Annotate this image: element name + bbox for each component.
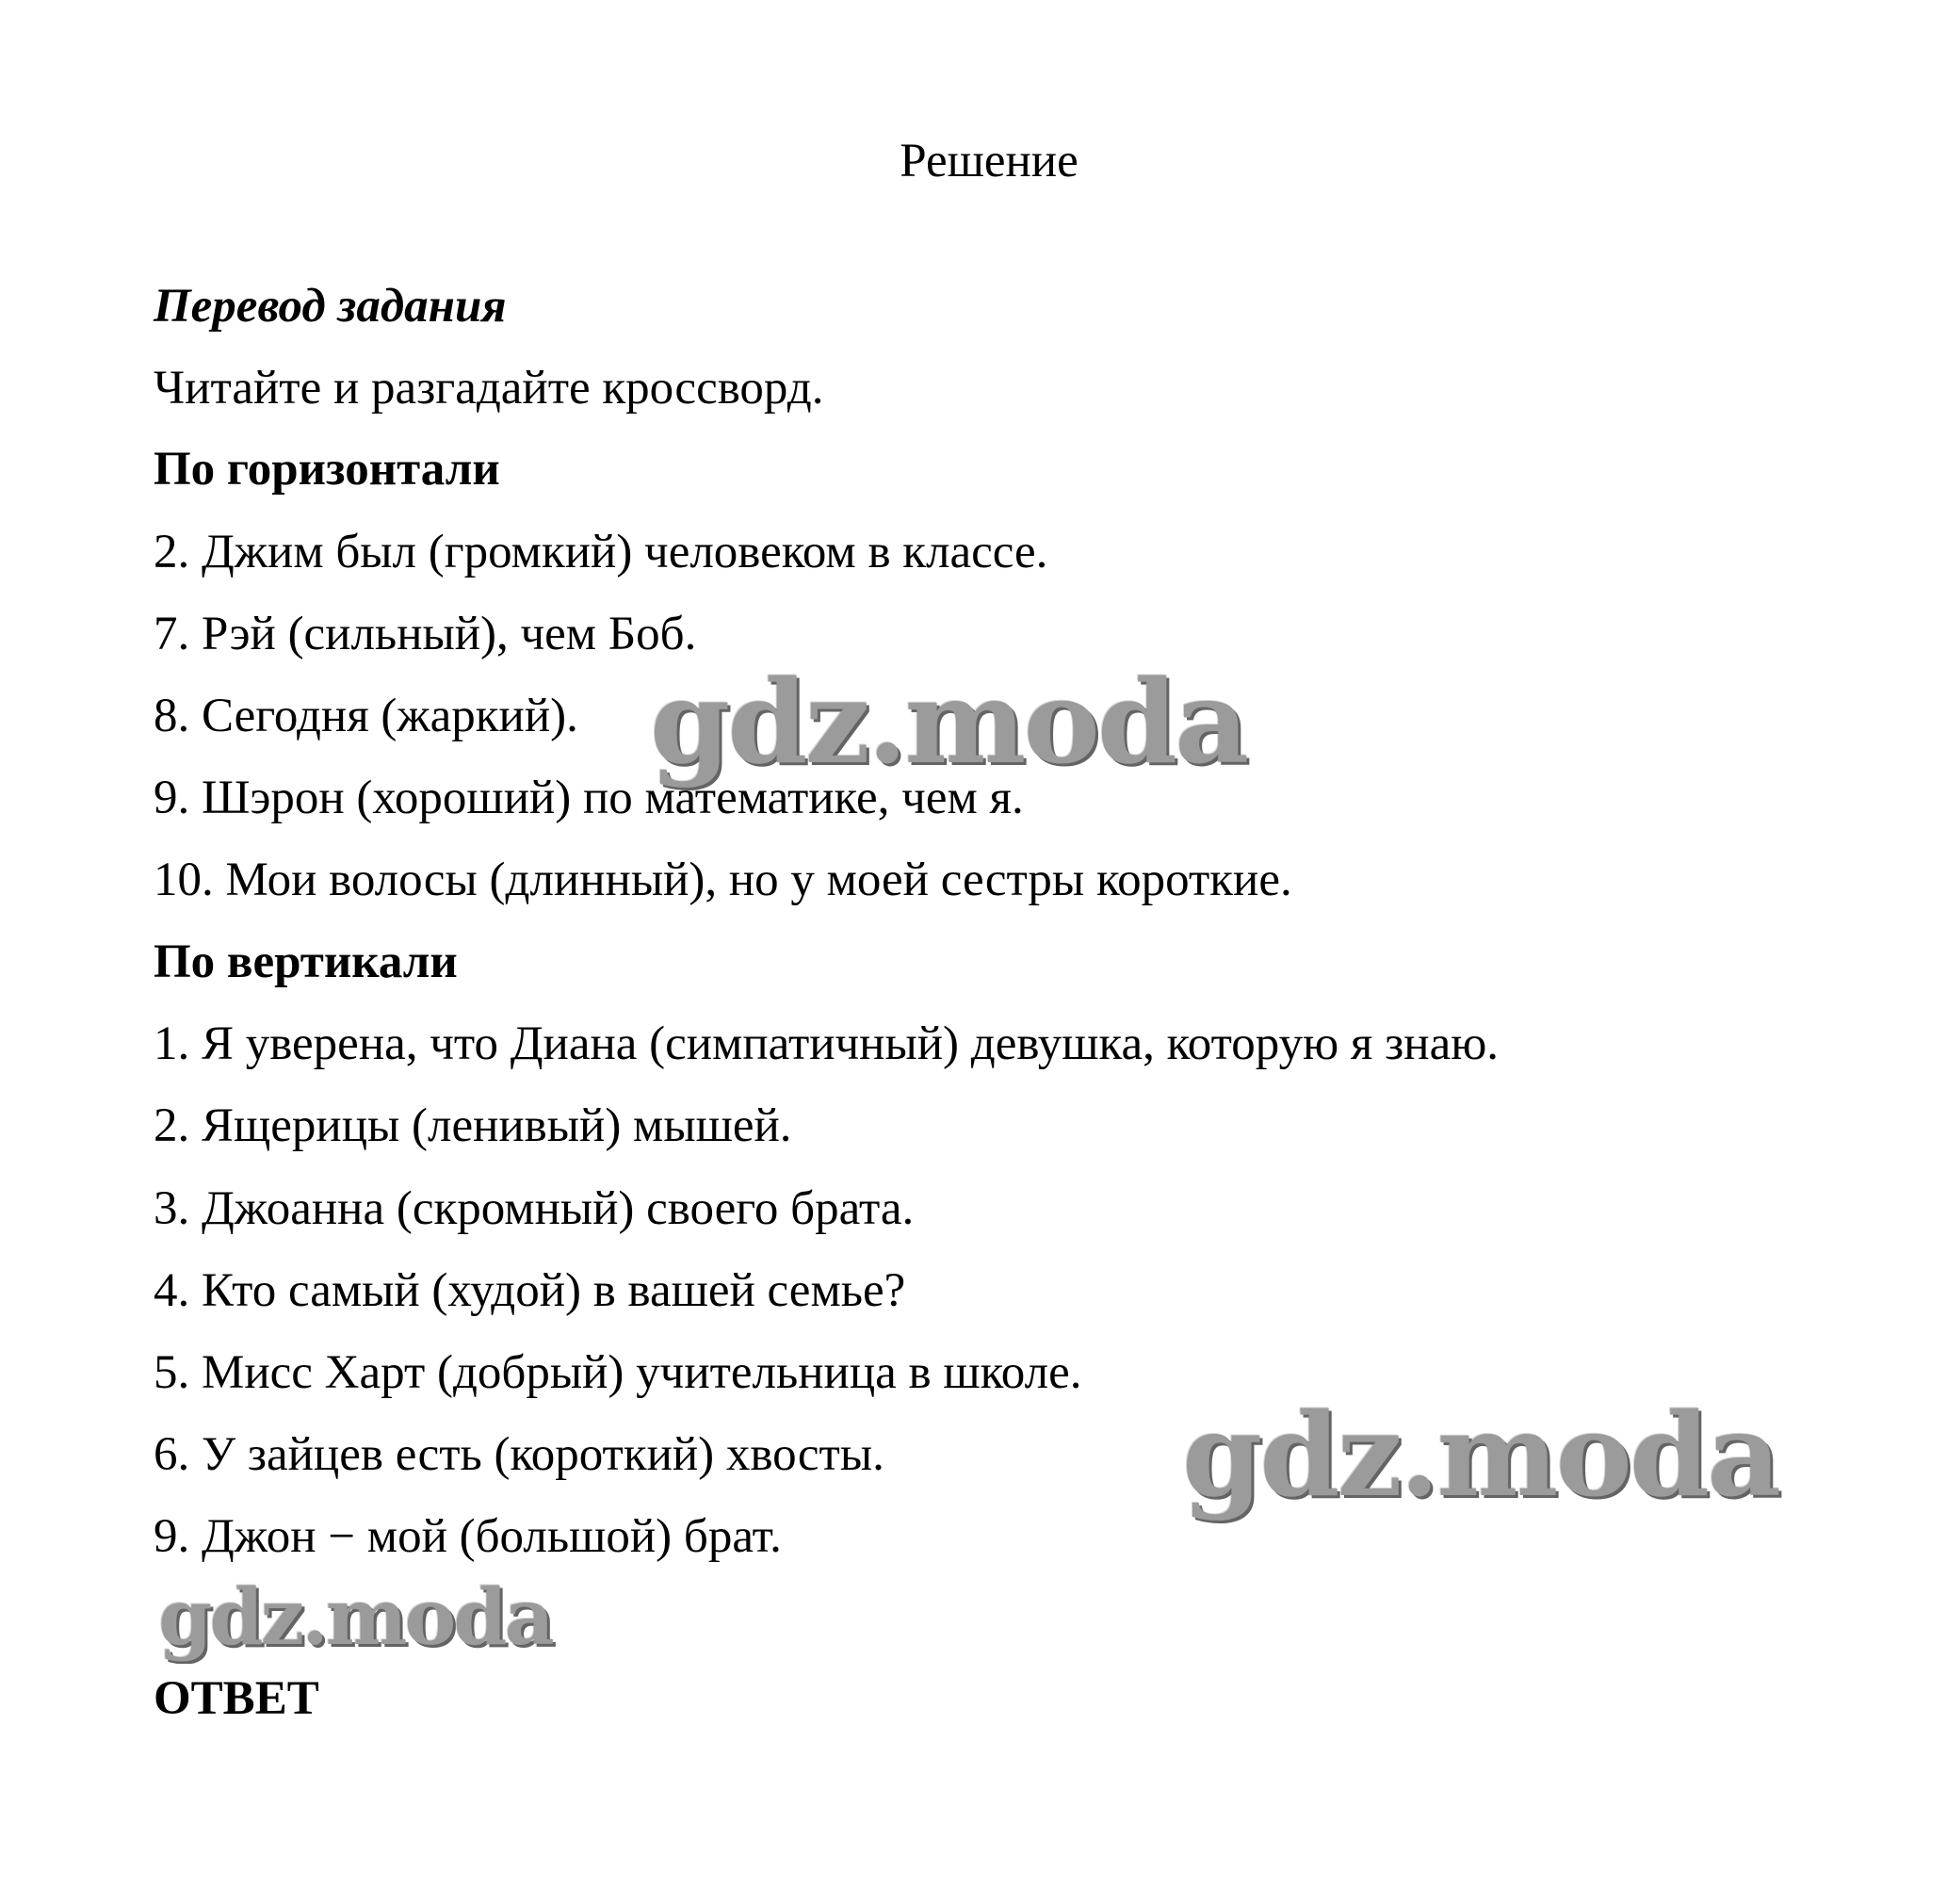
instruction-text: Читайте и разгадайте кроссворд. bbox=[154, 362, 824, 415]
down-heading: По вертикали bbox=[154, 936, 458, 988]
down-clue-3: 3. Джоанна (скромный) своего брата. bbox=[154, 1182, 915, 1235]
across-clue-7: 7. Рэй (сильный), чем Боб. bbox=[154, 608, 697, 660]
across-clue-9: 9. Шэрон (хороший) по математике, чем я. bbox=[154, 772, 1024, 824]
task-heading: Перевод задания bbox=[154, 280, 507, 333]
watermark-logo: gdz.moda bbox=[158, 1572, 552, 1663]
page-title: Решение bbox=[900, 135, 1078, 187]
answer-heading: ОТВЕТ bbox=[154, 1672, 319, 1725]
down-clue-6: 6. У зайцев есть (короткий) хвосты. bbox=[154, 1428, 884, 1481]
watermark-logo: gdz.moda bbox=[1182, 1387, 1779, 1522]
watermark-logo: gdz.moda bbox=[650, 654, 1247, 789]
down-clue-4: 4. Кто самый (худой) в вашей семье? bbox=[154, 1264, 906, 1317]
down-clue-1: 1. Я уверена, что Диана (симпатичный) девушка, которую я знаю. bbox=[154, 1017, 1500, 1070]
down-clue-9: 9. Джон − мой (большой) брат. bbox=[154, 1510, 782, 1563]
down-clue-2: 2. Ящерицы (ленивый) мышей. bbox=[154, 1099, 792, 1152]
across-clue-10: 10. Мои волосы (длинный), но у моей сестры короткие. bbox=[154, 854, 1292, 906]
down-clue-5: 5. Мисс Харт (добрый) учительница в школе. bbox=[154, 1346, 1082, 1399]
across-clue-2: 2. Джим был (громкий) человеком в классе. bbox=[154, 526, 1048, 578]
across-heading: По горизонтали bbox=[154, 443, 500, 496]
across-clue-8: 8. Сегодня (жаркий). bbox=[154, 690, 578, 742]
